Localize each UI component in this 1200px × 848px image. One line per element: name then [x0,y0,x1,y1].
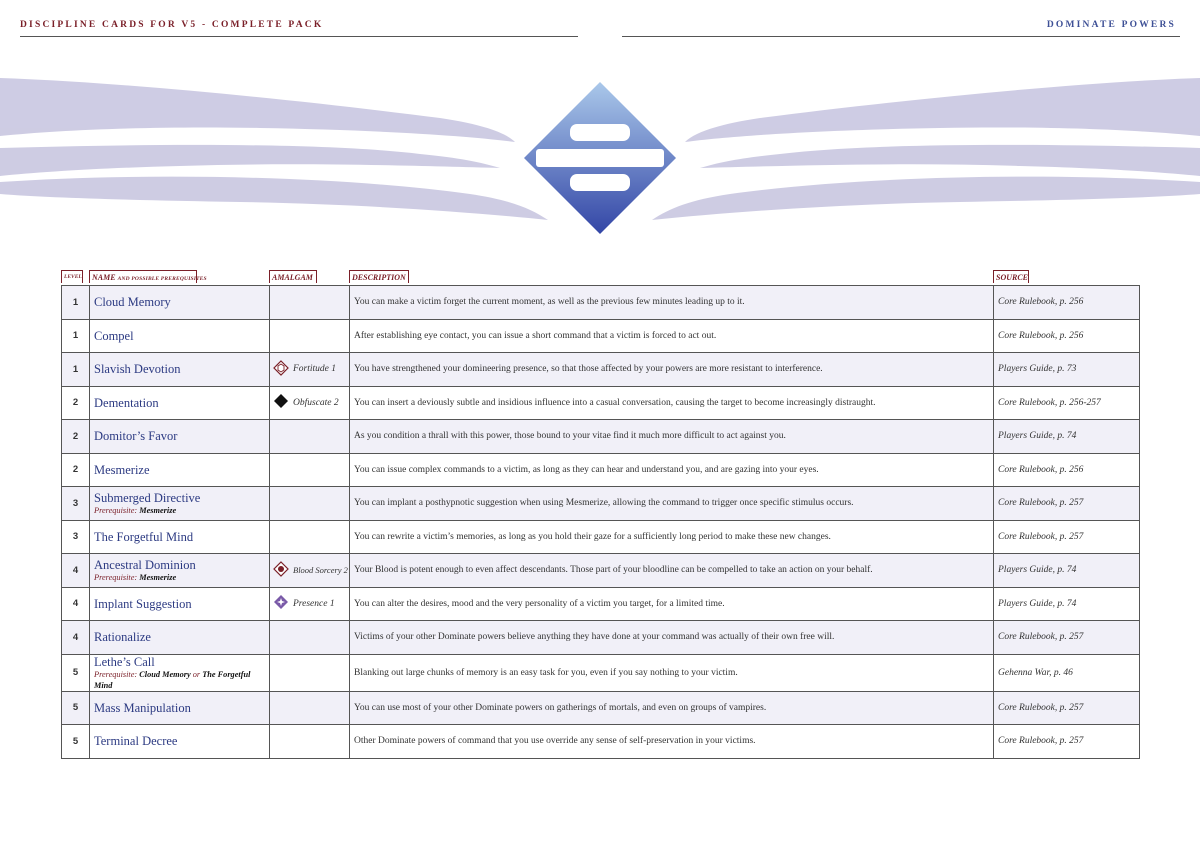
power-level: 4 [62,621,90,655]
power-source: Core Rulebook, p. 257 [994,520,1140,554]
power-name: Rationalize [94,630,151,645]
column-header-level: LEVEL [61,270,83,283]
power-description: As you condition a thrall with this power, those bound to your vitae find it much more difficult to act against you. [350,420,994,454]
power-name-cell [90,420,270,454]
power-name: Compel [94,328,134,343]
table-row [62,691,1140,725]
power-source: Core Rulebook, p. 257 [994,725,1140,759]
table-row [62,725,1140,759]
power-description: You can make a victim forget the current moment, as well as the previous few minutes leading up to it. [350,286,994,320]
amalgam-cell [270,420,350,454]
power-source: Gehenna War, p. 46 [994,654,1140,691]
power-level: 2 [62,420,90,454]
power-prerequisite [94,572,265,583]
power-description: You can rewrite a victim’s memories, as long as you hold their gaze for a sufficiently long period to make these new changes. [350,520,994,554]
amalgam-cell [270,353,350,387]
amalgam-cell [270,520,350,554]
table-row [62,621,1140,655]
power-name-cell [90,487,270,521]
dominate-banner [0,70,1200,240]
table-row [62,587,1140,621]
table-row [62,520,1140,554]
power-name-cell [90,654,270,691]
amalgam-cell [270,453,350,487]
power-source: Core Rulebook, p. 256-257 [994,386,1140,420]
power-name-cell [90,725,270,759]
brush-stroke-right [652,78,1200,220]
power-description: You can alter the desires, mood and the very personality of a victim you target, for a limited time. [350,587,994,621]
power-source: Core Rulebook, p. 256 [994,319,1140,353]
power-name: Submerged Directive [94,490,201,505]
power-name-cell [90,621,270,655]
power-level: 5 [62,654,90,691]
table-row [62,353,1140,387]
prerequisite-label: Prerequisite: [94,669,138,679]
power-description: Blanking out large chunks of memory is an easy task for you, even if you say nothing to your victim. [350,654,994,691]
prerequisite-label: Prerequisite: [94,505,138,515]
power-prerequisite [94,669,265,691]
amalgam [274,562,348,579]
fortitude-icon [274,361,288,378]
power-name: Domitor’s Favor [94,429,178,444]
amalgam [274,595,345,612]
table-row [62,386,1140,420]
table-row [62,286,1140,320]
power-name: Slavish Devotion [94,362,181,377]
power-source: Players Guide, p. 74 [994,587,1140,621]
amalgam-discipline: Blood Sorcery 2 [293,565,348,576]
amalgam-cell [270,725,350,759]
power-name: Mass Manipulation [94,700,191,715]
amalgam-cell [270,487,350,521]
amalgam-cell [270,691,350,725]
power-name: Lethe’s Call [94,654,155,669]
section-title: DOMINATE POWERS [1046,20,1176,30]
amalgam [274,394,345,411]
header-rule-left [20,36,578,37]
power-level: 1 [62,353,90,387]
amalgam-cell [270,319,350,353]
prerequisite-power-alt: The Forgetful Mind [94,669,251,690]
power-name: Mesmerize [94,462,150,477]
power-name-cell [90,319,270,353]
header-rule-right [622,36,1180,37]
power-description: After establishing eye contact, you can issue a short command that a victim is forced to act out. [350,319,994,353]
power-name: Cloud Memory [94,295,171,310]
power-name-cell [90,587,270,621]
table-row [62,554,1140,588]
power-level: 2 [62,386,90,420]
power-name: Terminal Decree [94,734,178,749]
power-level: 4 [62,587,90,621]
power-level: 3 [62,487,90,521]
prerequisite-or: or [192,669,201,679]
power-source: Players Guide, p. 74 [994,420,1140,454]
dominate-icon [524,82,676,234]
power-description: You can implant a posthypnotic suggestion when using Mesmerize, allowing the command to trigger once specific stimulus occurs. [350,487,994,521]
power-name-cell [90,520,270,554]
amalgam-cell [270,386,350,420]
column-header-amalgam: AMALGAM [269,270,317,283]
power-source: Core Rulebook, p. 257 [994,691,1140,725]
prerequisite-power: Mesmerize [139,572,177,582]
power-level: 5 [62,725,90,759]
amalgam-cell [270,654,350,691]
amalgam-cell [270,286,350,320]
power-source: Core Rulebook, p. 257 [994,487,1140,521]
power-name-cell [90,386,270,420]
column-header-source: SOURCE [993,270,1029,283]
table-row [62,420,1140,454]
power-level: 1 [62,319,90,353]
power-level: 2 [62,453,90,487]
amalgam-cell [270,587,350,621]
amalgam-cell [270,621,350,655]
power-level: 1 [62,286,90,320]
power-name: Dementation [94,395,159,410]
amalgam-discipline: Obfuscate 2 [293,397,339,408]
power-name: The Forgetful Mind [94,529,194,544]
prerequisite-power: Cloud Memory [139,669,191,679]
column-header-name [89,270,207,283]
powers-table [61,285,1140,759]
power-level: 5 [62,691,90,725]
prerequisite-label: Prerequisite: [94,572,138,582]
power-description: Your Blood is potent enough to even affect descendants. Those part of your bloodline can be compelled to take an action on your behalf. [350,554,994,588]
power-level: 3 [62,520,90,554]
power-name-cell [90,353,270,387]
power-source: Core Rulebook, p. 257 [994,621,1140,655]
power-name-cell [90,453,270,487]
power-level: 4 [62,554,90,588]
power-name: Implant Suggestion [94,596,192,611]
blood-sorcery-icon [274,562,288,579]
power-source: Core Rulebook, p. 256 [994,453,1140,487]
power-description: Other Dominate powers of command that you use override any sense of self-preservation in your victims. [350,725,994,759]
power-source: Core Rulebook, p. 256 [994,286,1140,320]
power-description: You have strengthened your domineering presence, so that those affected by your powers are more resistant to interference. [350,353,994,387]
obfuscate-icon [274,394,288,411]
table-row [62,453,1140,487]
powers-table-body [62,286,1140,759]
power-prerequisite [94,505,265,516]
power-source: Players Guide, p. 73 [994,353,1140,387]
power-description: Victims of your other Dominate powers believe anything they have done at your command was actually of their own free will. [350,621,994,655]
table-row [62,654,1140,691]
power-name-cell [90,691,270,725]
power-name-cell [90,286,270,320]
document-title: DISCIPLINE CARDS FOR V5 - COMPLETE PACK [20,20,324,30]
brush-stroke-left [0,78,548,220]
power-source: Players Guide, p. 74 [994,554,1140,588]
amalgam-cell [270,554,350,588]
amalgam-discipline: Fortitude 1 [293,364,337,375]
column-header-name-label: NAME [92,273,116,282]
amalgam [274,361,345,378]
power-description: You can issue complex commands to a victim, as long as they can hear and understand you, and are gazing into your eyes. [350,453,994,487]
table-row [62,319,1140,353]
column-header-name-sub: AND POSSIBLE PREREQUISITES [117,276,207,282]
table-row [62,487,1140,521]
amalgam-discipline: Presence 1 [293,598,335,609]
power-description: You can use most of your other Dominate powers on gatherings of mortals, and even on groups of vampires. [350,691,994,725]
presence-icon [274,595,288,612]
column-header-description: DESCRIPTION [349,270,409,283]
prerequisite-power: Mesmerize [139,505,177,515]
power-description: You can insert a deviously subtle and insidious influence into a casual conversation, causing the target to become increasingly distraught. [350,386,994,420]
power-name: Ancestral Dominion [94,557,196,572]
power-name-cell [90,554,270,588]
